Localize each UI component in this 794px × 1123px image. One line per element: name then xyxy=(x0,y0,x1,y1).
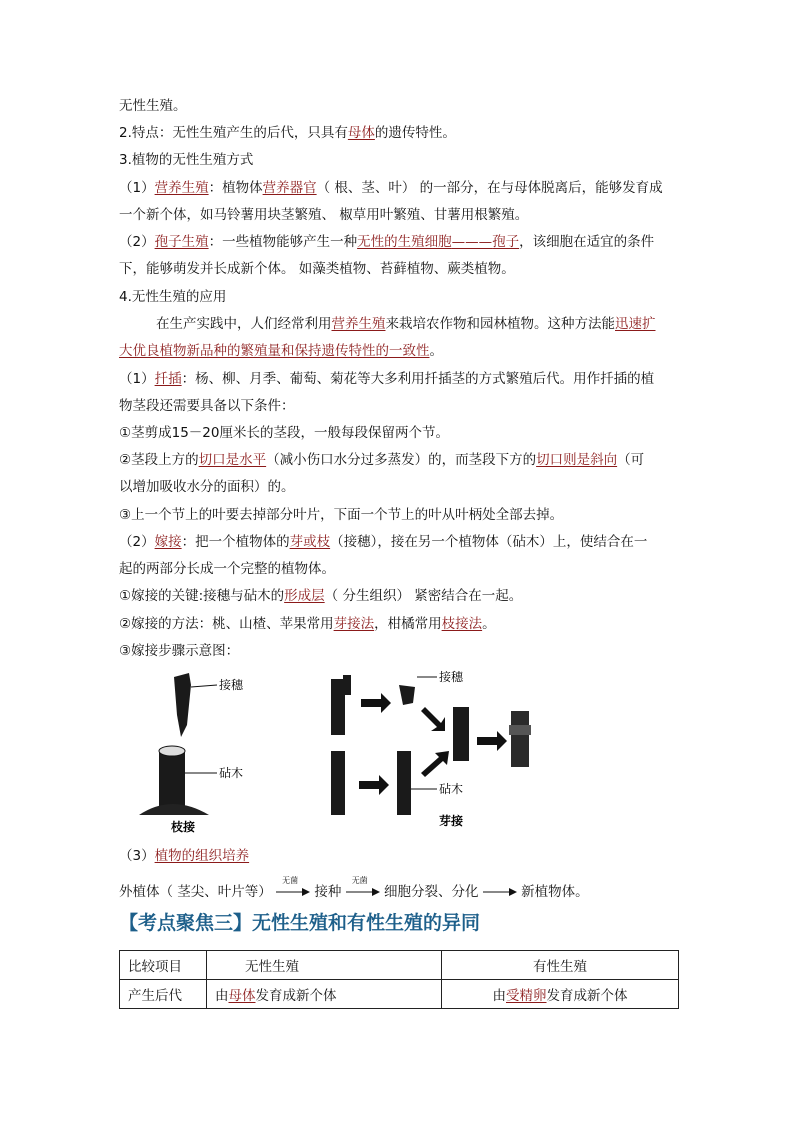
flow-step-4: 新植物体。 xyxy=(521,884,589,900)
text-line: （1）营养生殖：植物体营养器官（ 根、茎、叶） 的一部分，在与母体脱离后，能够发育成 xyxy=(119,180,663,196)
text-line: 一个新个体，如马铃薯用块茎繁殖、 椒草用叶繁殖、甘薯用根繁殖。 xyxy=(119,207,529,223)
branch-graft-caption: 枝接 xyxy=(171,820,196,834)
bud-graft-sequence xyxy=(331,675,531,815)
branch-graft-scion xyxy=(174,673,217,737)
flow-arrow-2-label: 无菌 xyxy=(351,876,368,885)
text-line: ②茎段上方的切口是水平（减小伤口水分过多蒸发）的，而茎段下方的切口则是斜向（可 xyxy=(119,452,645,468)
text-line: 下，能够萌发并长成新个体。 如藻类植物、苔藓植物、蕨类植物。 xyxy=(119,261,515,277)
arrow-right-icon xyxy=(346,885,380,899)
arrow-right-icon xyxy=(483,885,517,899)
text-line: （2）孢子生殖：一些植物能够产生一种无性的生殖细胞———孢子，该细胞在适宜的条件 xyxy=(119,234,655,250)
bud-stock-label: 砧木 xyxy=(439,782,464,796)
text-line: 2.特点：无性生殖产生的后代，只具有母体的遗传特性。 xyxy=(119,125,456,141)
table-cell: 由母体发育成新个体 xyxy=(207,980,442,1009)
bud-scion-label: 接穗 xyxy=(439,670,464,684)
text-line: ③上一个节上的叶要去掉部分叶片，下面一个节上的叶从叶柄处全部去掉。 xyxy=(119,507,564,523)
text-line: ③嫁接步骤示意图： xyxy=(119,643,240,659)
scion-label: 接穗 xyxy=(219,678,244,692)
table-cell: 产生后代 xyxy=(120,980,207,1009)
text-line: 物茎段还需要具备以下条件： xyxy=(119,398,295,414)
bud-graft-caption: 芽接 xyxy=(439,814,464,828)
text-line: ①嫁接的关键:接穗与砧木的形成层（ 分生组织） 紧密结合在一起。 xyxy=(119,588,523,604)
table-header-row xyxy=(120,951,679,980)
tissue-culture-flow xyxy=(119,876,589,900)
text-line: 无性生殖。 xyxy=(119,98,187,114)
flow-arrow-3 xyxy=(483,885,517,899)
table-header-cell: 有性生殖 xyxy=(442,951,679,980)
stock-label: 砧木 xyxy=(219,766,244,780)
flow-arrow-1 xyxy=(276,876,310,899)
text-line: ②嫁接的方法：桃、山楂、苹果常用芽接法，柑橘常用枝接法。 xyxy=(119,616,496,632)
text-line: 在生产实践中，人们经常利用营养生殖来栽培农作物和园林植物。这种方法能迅速扩 xyxy=(156,316,656,332)
text-line: 起的两部分长成一个完整的植物体。 xyxy=(119,561,335,577)
table-row xyxy=(120,980,679,1009)
flow-step-2: 接种 xyxy=(314,884,342,900)
flow-arrow-1-label: 无菌 xyxy=(282,876,299,885)
section-heading: 【考点聚焦三】无性生殖和有性生殖的异同 xyxy=(119,912,481,934)
flow-arrow-2 xyxy=(346,876,380,899)
text-line: （2）嫁接：把一个植物体的芽或枝（接穗），接在另一个植物体（砧木）上，使结合在一 xyxy=(119,534,648,550)
table-header-cell: 比较项目 xyxy=(120,951,207,980)
flow-step-1: 外植体（ 茎尖、叶片等） xyxy=(119,884,272,900)
text-line: （3）植物的组织培养 xyxy=(119,848,250,864)
flow-step-3: 细胞分裂、分化 xyxy=(383,884,479,900)
text-line: 4.无性生殖的应用 xyxy=(119,289,227,305)
text-line: ①茎剪成15－20厘米长的茎段，一般每段保留两个节。 xyxy=(119,425,449,441)
table-cell: 由受精卵发育成新个体 xyxy=(442,980,679,1009)
branch-graft-stock xyxy=(139,746,217,815)
text-line: 以增加吸收水分的面积）的。 xyxy=(119,479,295,495)
text-line: 大优良植物新品种的繁殖量和保持遗传特性的一致性。 xyxy=(119,343,443,359)
grafting-diagram xyxy=(119,665,679,845)
text-line: （1）扦插：杨、柳、月季、葡萄、菊花等大多利用扦插茎的方式繁殖后代。用作扦插的植 xyxy=(119,371,655,387)
text-line: 3.植物的无性生殖方式 xyxy=(119,152,254,168)
table-header-cell: 无性生殖 xyxy=(207,951,442,980)
arrow-right-icon xyxy=(276,885,310,899)
comparison-table xyxy=(119,950,679,1009)
